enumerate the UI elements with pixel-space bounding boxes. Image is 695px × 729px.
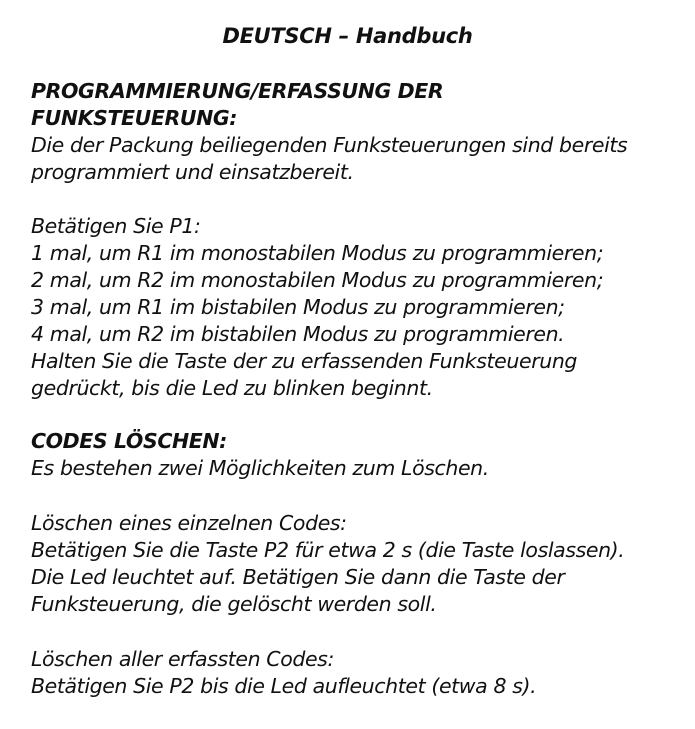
programming-section [31, 78, 681, 186]
delete-single-line-2: Betätigen Sie die Taste P2 für etwa 2 s (die Taste loslassen). [31, 538, 625, 562]
programming-steps [31, 213, 681, 402]
delete-all-line-1: Löschen aller erfassten Codes: [31, 647, 334, 671]
delete-codes-heading: CODES LÖSCHEN: [31, 429, 227, 453]
steps-line-7: gedrückt, bis die Led zu blinken beginnt. [31, 376, 433, 400]
steps-line-6: Halten Sie die Taste der zu erfassenden Funksteuerung [31, 349, 578, 373]
delete-codes-section [31, 428, 681, 482]
steps-line-2: 1 mal, um R1 im monostabilen Modus zu programmieren; [31, 241, 604, 265]
delete-single-line-4: Funksteuerung, die gelöscht werden soll. [31, 592, 437, 616]
document-title: DEUTSCH – Handbuch [222, 24, 473, 48]
programming-intro-line-1: Die der Packung beiliegenden Funksteuerungen sind bereits [31, 133, 628, 157]
steps-line-1: Betätigen Sie P1: [31, 214, 201, 238]
programming-heading-line-1: PROGRAMMIERUNG/ERFASSUNG DER [31, 79, 444, 103]
delete-all-line-2: Betätigen Sie P2 bis die Led aufleuchtet (etwa 8 s). [31, 674, 537, 698]
steps-line-3: 2 mal, um R2 im monostabilen Modus zu programmieren; [31, 268, 604, 292]
programming-heading-line-2: FUNKSTEUERUNG: [31, 106, 238, 130]
steps-line-5: 4 mal, um R2 im bistabilen Modus zu programmieren. [31, 322, 565, 346]
delete-codes-intro: Es bestehen zwei Möglichkeiten zum Löschen. [31, 456, 489, 480]
programming-intro-line-2: programmiert und einsatzbereit. [31, 160, 354, 184]
delete-all-codes [31, 646, 681, 700]
steps-line-4: 3 mal, um R1 im bistabilen Modus zu programmieren; [31, 295, 565, 319]
delete-single-code [31, 510, 681, 618]
delete-single-line-3: Die Led leuchtet auf. Betätigen Sie dann die Taste der [31, 565, 565, 589]
delete-single-line-1: Löschen eines einzelnen Codes: [31, 511, 347, 535]
